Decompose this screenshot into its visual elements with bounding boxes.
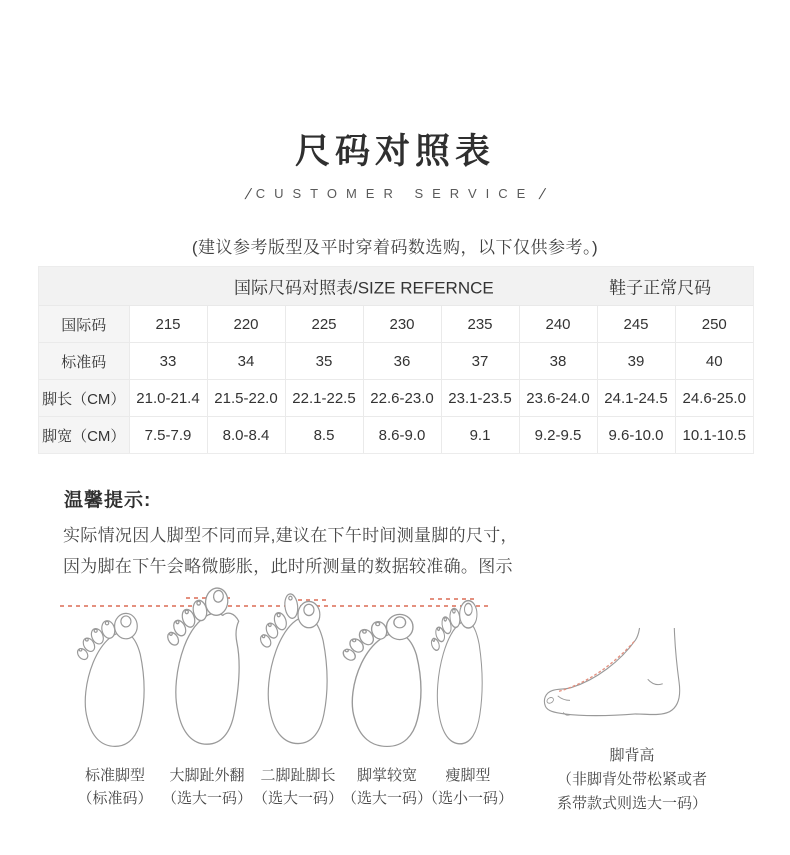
- foot-diagram-bunion: [163, 588, 251, 754]
- size-cell: 39: [597, 343, 675, 380]
- foot-type-advice: （非脚背处带松紧或者: [556, 771, 707, 788]
- table-row-foot-length: [39, 380, 753, 417]
- slash-left-decoration: /: [242, 186, 253, 203]
- foot-type-advice: （选大一码）: [341, 790, 432, 807]
- size-cell: 23.6-24.0: [519, 380, 597, 417]
- size-grid: [39, 306, 753, 453]
- foot-type-name: 瘦脚型: [445, 767, 491, 784]
- size-cell: 34: [207, 343, 285, 380]
- foot-diagram-wide: [338, 611, 436, 754]
- size-cell: 33: [129, 343, 207, 380]
- foot-type-name: 脚背高: [609, 747, 655, 764]
- foot-type-name: 标准脚型: [84, 767, 145, 784]
- table-header-left-label: 国际尺码对照表/SIZE REFERNCE: [233, 278, 494, 298]
- size-cell: 8.0-8.4: [207, 417, 285, 454]
- foot-side-view-diagram: [540, 628, 690, 726]
- row-label: 脚长（CM）: [39, 380, 129, 417]
- customer-service-subtitle: [0, 186, 790, 203]
- size-cell: 38: [519, 343, 597, 380]
- size-cell: 10.1-10.5: [675, 417, 753, 454]
- foot-type-advice: 系带款式则选大一码）: [556, 795, 707, 812]
- table-row-standard-size: [39, 343, 753, 380]
- foot-diagram-standard: [73, 610, 157, 754]
- foot-type-advice: （选大一码）: [161, 790, 252, 807]
- size-cell: 21.5-22.0: [207, 380, 285, 417]
- foot-caption: [412, 764, 524, 810]
- size-cell: 225: [285, 306, 363, 343]
- size-cell: 22.6-23.0: [363, 380, 441, 417]
- size-cell: 8.6-9.0: [363, 417, 441, 454]
- size-cell: 8.5: [285, 417, 363, 454]
- foot-type-name: 脚掌较宽: [356, 767, 417, 784]
- size-cell: 9.2-9.5: [519, 417, 597, 454]
- size-cell: 250: [675, 306, 753, 343]
- purchase-note: (建议参考版型及平时穿着码数选购，以下仅供参考。): [191, 238, 599, 257]
- subtitle-text: CUSTOMER SERVICE: [255, 186, 535, 201]
- size-cell: 235: [441, 306, 519, 343]
- instep-caption: [542, 744, 722, 816]
- tips-line: 因为脚在下午会略微膨胀，此时所测量的数据较准确。图示: [63, 557, 513, 576]
- size-cell: 37: [441, 343, 519, 380]
- foot-diagram-narrow: [428, 597, 492, 752]
- row-label: 标准码: [39, 343, 129, 380]
- foot-type-advice: （选大一码）: [252, 790, 343, 807]
- size-cell: 35: [285, 343, 363, 380]
- size-cell: 7.5-7.9: [129, 417, 207, 454]
- foot-diagram-long-second-toe: [256, 592, 340, 752]
- tips-line: 实际情况因人脚型不同而异,建议在下午时间测量脚的尺寸，: [63, 526, 518, 545]
- size-cell: 245: [597, 306, 675, 343]
- size-cell: 23.1-23.5: [441, 380, 519, 417]
- size-cell: 240: [519, 306, 597, 343]
- size-table: [38, 266, 754, 454]
- row-label: 脚宽（CM）: [39, 417, 129, 454]
- table-row-international-size: [39, 306, 753, 343]
- foot-type-advice: （标准码）: [77, 790, 153, 807]
- size-cell: 220: [207, 306, 285, 343]
- size-cell: 21.0-21.4: [129, 380, 207, 417]
- table-header-right-label: 鞋子正常尺码: [609, 278, 712, 298]
- size-table-header: [39, 267, 753, 306]
- foot-type-name: 二脚趾脚长: [260, 767, 336, 784]
- slash-right-decoration: /: [537, 186, 548, 203]
- size-cell: 230: [363, 306, 441, 343]
- tips-heading: 温馨提示:: [64, 490, 152, 511]
- size-cell: 40: [675, 343, 753, 380]
- size-cell: 24.6-25.0: [675, 380, 753, 417]
- page-title: 尺码对照表: [294, 132, 495, 171]
- size-cell: 22.1-22.5: [285, 380, 363, 417]
- row-label: 国际码: [39, 306, 129, 343]
- foot-type-name: 大脚趾外翻: [169, 767, 245, 784]
- size-cell: 215: [129, 306, 207, 343]
- foot-type-advice: （选小一码）: [422, 790, 513, 807]
- size-cell: 9.1: [441, 417, 519, 454]
- size-cell: 24.1-24.5: [597, 380, 675, 417]
- size-cell: 9.6-10.0: [597, 417, 675, 454]
- size-cell: 36: [363, 343, 441, 380]
- table-row-foot-width: [39, 417, 753, 454]
